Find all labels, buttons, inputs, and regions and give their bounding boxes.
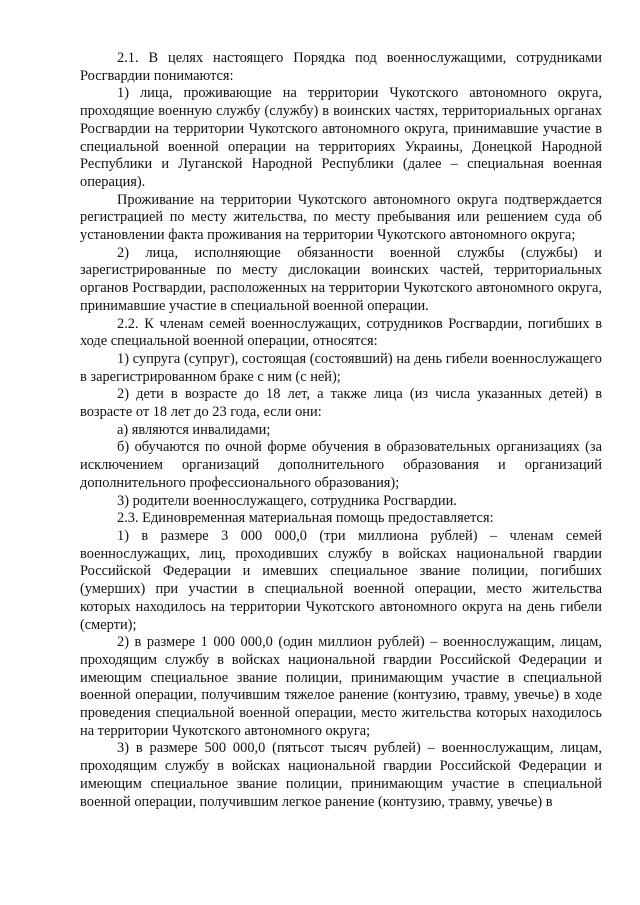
clause-2-2-item-2b: б) обучаются по очной форме обучения в образовательных организациях (за исключением организаций дополнительного образования и организаций дополнительного профессионального образования); [80,439,602,491]
clause-2-2-item-1: 1) супруга (супруг), состоящая (состоявший) на день гибели военнослужащего в зарегистрированном браке с ним (с ней); [80,350,602,385]
clause-2-1: 2.1. В целях настоящего Порядка под военнослужащими, сотрудниками Росгвардии понимаются: [80,50,602,84]
residence-confirmation-paragraph: Проживание на территории Чукотского автономного округа подтверждается регистрацией по месту жительства, по месту пребывания или решением суда об установлении факта проживания на территории Чукотского автономного округа; [80,191,602,244]
clause-2-2-item-2: 2) дети в возрасте до 18 лет, а также лица (из числа указанных детей) в возрасте от 18 лет до 23 года, если они: [80,386,602,421]
clause-2-2: 2.2. К членам семей военнослужащих, сотрудников Росгвардии, погибших в ходе специальной военной операции, относятся: [80,315,602,350]
clause-2-3-item-3: 3) в размере 500 000,0 (пятьсот тысяч рублей) – военнослужащим, лицам, проходящим службу в войсках национальной гвардии Российской Федерации и имеющим специальное звание полиции, принимающим участие в специальной военной операции, получившим легкое ранение (контузию, травму, увечье) в [80,740,602,810]
clause-2-2-item-3: 3) родители военнослужащего, сотрудника Росгвардии. [117,492,457,509]
clause-2-3-item-1: 1) в размере 3 000 000,0 (три миллиона рублей) – членам семей военнослужащих, лиц, проходивших службу в войсках национальной гвардии Российской Федерации и имевших специальное звание полиции, погибших (умерших) при участии в специальной военной операции, место жительства которых находилось на территории Чукотского автономного округа на день гибели (смерти); [80,527,602,633]
clause-2-3-item-2: 2) в размере 1 000 000,0 (один миллион рублей) – военнослужащим, лицам, проходящим службу в войсках национальной гвардии Российской Федерации и имеющим специальное звание полиции, принимающим участие в специальной военной операции, получившим тяжелое ранение (контузию, травму, увечье) в ходе проведения специальной военной операции, место жительства которых находилось на территории Чукотского автономного округа; [80,634,602,739]
clause-2-1-item-1: 1) лица, проживающие на территории Чукотского автономного округа, проходящие военную службу (службу) в воинских частях, территориальных органах Росгвардии на территории Чукотского автономного округа, принимавшие участие в специальной военной операции на территориях Украины, Донецкой Народной Республики и Луганской Народной Республики (далее – специальная военная операция). [80,85,602,190]
clause-2-1-item-2: 2) лица, исполняющие обязанности военной службы (службы) и зарегистрированные по месту дислокации воинских частей, территориальных органов Росгвардии, расположенных на территории Чукотского автономного округа, принимавшие участие в специальной военной операции. [80,244,602,314]
clause-2-2-item-2a: а) являются инвалидами; [117,421,271,438]
clause-2-3: 2.3. Единовременная материальная помощь предоставляется: [117,510,494,527]
